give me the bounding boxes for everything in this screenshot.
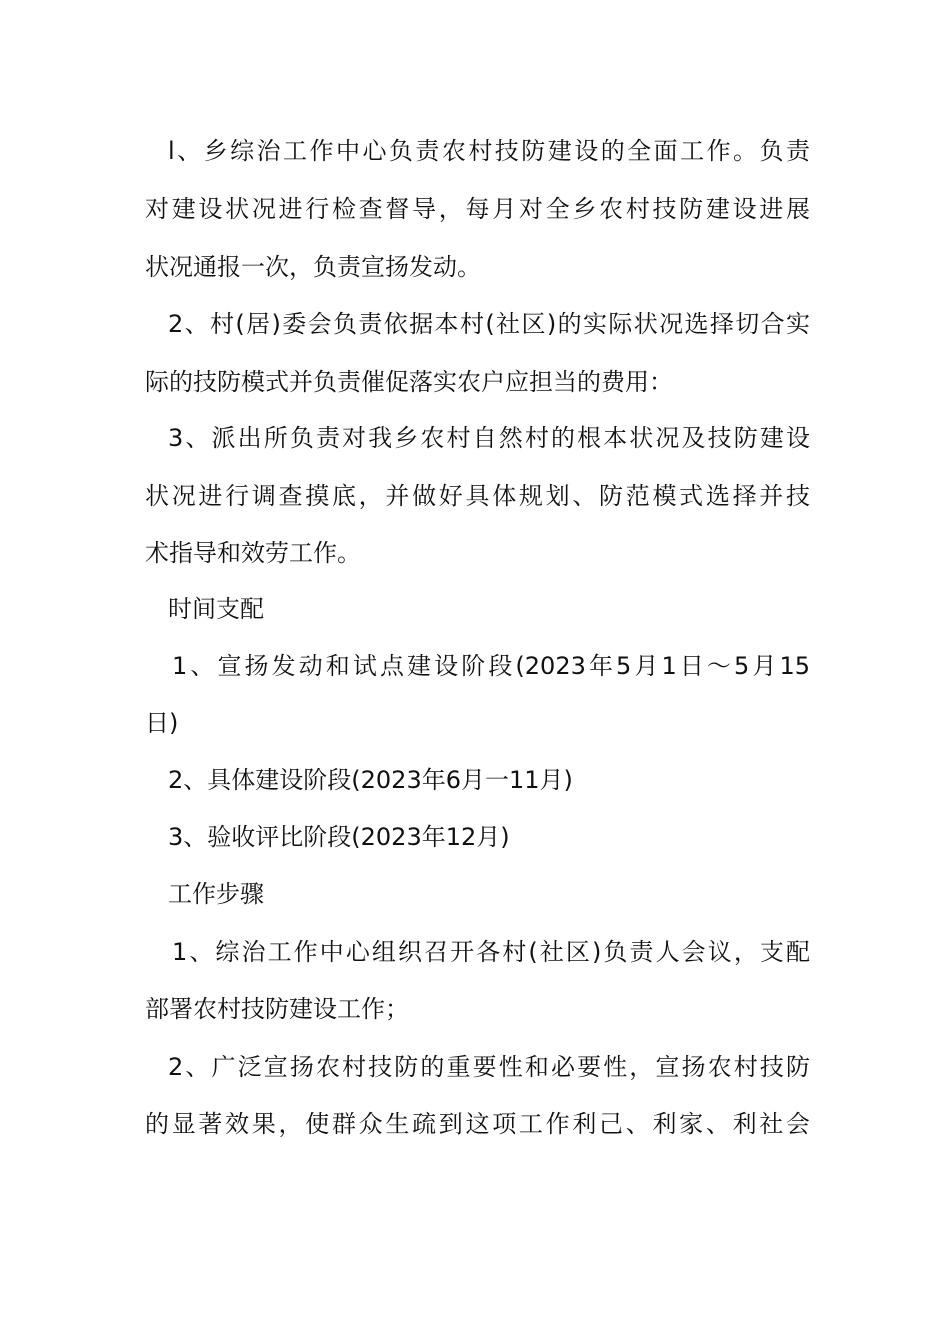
paragraph-line: l、乡综治工作中心负责农村技防建设的全面工作。负责 (168, 137, 810, 165)
paragraph-line: 术指导和效劳工作。 (145, 539, 361, 567)
paragraph-line: 2、村(居)委会负责依据本村(社区)的实际状况选择切合实 (168, 310, 810, 338)
paragraph-line: 3、验收评比阶段(2023年12月) (168, 823, 510, 851)
section-heading: 工作步骤 (168, 880, 264, 908)
paragraph-line: 2、具体建设阶段(2023年6月一11月) (168, 766, 573, 794)
paragraph-line: 状况进行调查摸底，并做好具体规划、防范模式选择并技 (145, 482, 810, 510)
paragraph-line: 的显著效果，使群众生疏到这项工作利己、利家、利社会 (145, 1110, 810, 1138)
paragraph-line: 3、派出所负责对我乡农村自然村的根本状况及技防建设 (168, 424, 810, 452)
paragraph-line: 1、宣扬发动和试点建设阶段(2023年5月1日～5月15 (172, 652, 810, 680)
paragraph-line: 1、综治工作中心组织召开各村(社区)负责人会议，支配 (172, 938, 810, 966)
paragraph-line: 状况通报一次，负责宣扬发动。 (145, 253, 481, 281)
paragraph-line: 日) (145, 709, 179, 737)
paragraph-line: 际的技防模式并负责催促落实农户应担当的费用： (145, 368, 673, 396)
paragraph-line: 2、广泛宣扬农村技防的重要性和必要性，宣扬农村技防 (168, 1053, 810, 1081)
section-heading: 时间支配 (168, 595, 264, 623)
paragraph-line: 部署农村技防建设工作； (145, 995, 409, 1023)
paragraph-line: 对建设状况进行检查督导，每月对全乡农村技防建设进展 (145, 195, 810, 223)
